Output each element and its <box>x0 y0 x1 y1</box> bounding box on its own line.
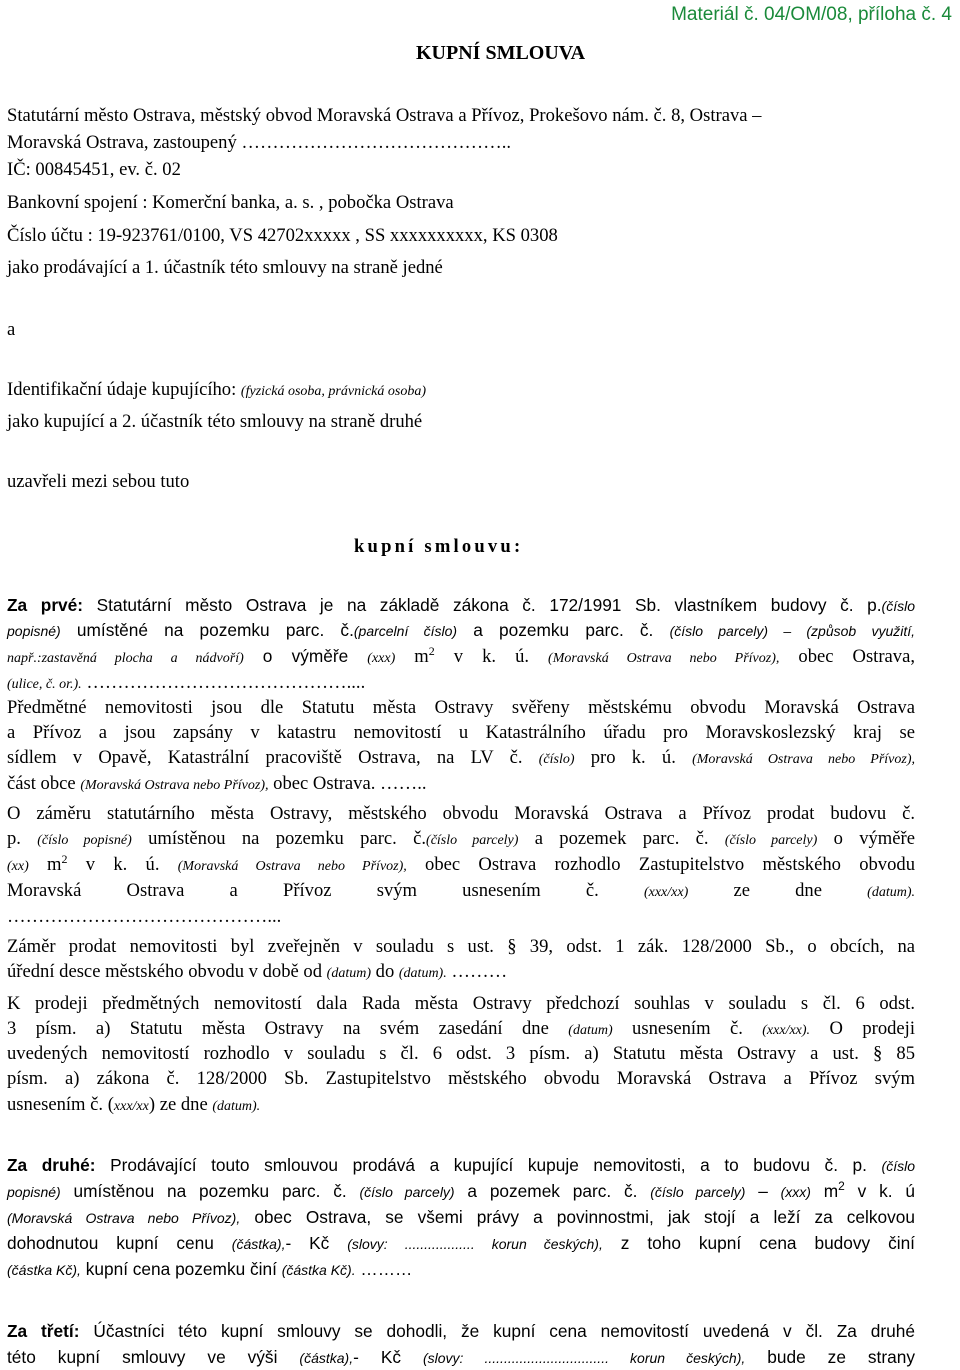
hint-cadastre: (Moravská Ostrava nebo Přívoz), <box>692 752 916 767</box>
hint-resolution: xxx/xx <box>113 1099 149 1114</box>
hint-popisne: (číslo popisné) <box>37 833 132 848</box>
p1-line-1: Předmětné nemovitosti jsou dle Statutu města Ostravy svěřeny městskému obvodu Moravská Ostrava <box>7 697 915 718</box>
p4-line-1: K prodeji předmětných nemovitostí dala Rada města Ostravy předchozí souhlas v souladu s čl. 6 odst. <box>7 993 915 1014</box>
hint-area: (xxx) <box>367 651 396 666</box>
hint-amount: (částka Kč). <box>281 1262 356 1278</box>
p3-line-2 <box>7 963 507 982</box>
second-text-b: umístěnou na pozemku parc. č. <box>73 1181 347 1201</box>
p4-text: 3 písm. a) Statutu města Ostravy na svém zasedání dne <box>7 1018 549 1039</box>
p4-text-c: O prodeji <box>829 1018 915 1039</box>
second-label: Za druhé: <box>7 1155 96 1175</box>
currency: - Kč <box>285 1233 330 1253</box>
buyer-ident-hint: (fyzická osoba, právnická osoba) <box>240 384 426 399</box>
hint-lv: (číslo) <box>538 752 575 767</box>
second-text-f: z toho kupní cena budovy činí <box>620 1233 915 1253</box>
conjunction-and: a <box>7 319 16 340</box>
p2-line-1: O záměru statutárního města Ostravy, městského obvodu Moravská Ostrava a Přívoz prodat budovu č. <box>7 803 915 824</box>
document-title: KUPNÍ SMLOUVA <box>416 42 586 64</box>
hint-cadastre: (Moravská Ostrava nebo Přívoz), <box>80 778 269 793</box>
hint-date: (datum) <box>326 966 371 981</box>
third-row-1 <box>7 1323 915 1340</box>
p2-line-2 <box>7 830 915 849</box>
hint-words: (slovy: ................................ korun českých), <box>422 1350 746 1366</box>
hint-parcelni-cislo: (parcelní číslo) <box>353 623 458 639</box>
hint-resolution: (xxx/xx) <box>643 885 689 900</box>
p2-line-3 <box>7 852 915 875</box>
dots: ……… <box>451 961 508 982</box>
hint-amount: (částka), <box>299 1350 354 1366</box>
dots: ……… <box>360 1259 413 1279</box>
second-text-c: a pozemek parc. č. <box>467 1181 638 1201</box>
first-row-2-text: umístěné na pozemku parc. č. <box>76 620 354 640</box>
area-label: o výměře <box>262 646 349 666</box>
first-row-1 <box>7 597 915 614</box>
hint-date: (datum). <box>867 885 915 900</box>
hint-cadastre: (Moravská Ostrava nebo Přívoz), <box>177 859 407 874</box>
p3-text: úřední desce městského obvodu v době od <box>7 961 322 982</box>
hint-cadastre: (Moravská Ostrava nebo Přívoz), <box>548 651 780 666</box>
hint-cislo-parcely: (číslo parcely) <box>724 833 818 848</box>
unit-m: m <box>823 1181 839 1201</box>
hint-cislo-parcely: (číslo parcely) <box>359 1184 455 1200</box>
first-row-2-text-b: a pozemku parc. č. <box>473 620 654 640</box>
unit-exp: 2 <box>61 852 68 866</box>
municipality: obec Ostrava, <box>798 646 915 667</box>
p1-line-3 <box>7 749 915 768</box>
second-row-2 <box>7 1179 915 1201</box>
p2-text-b: umístěnou na pozemku parc. č. <box>148 828 427 849</box>
p1-line-4 <box>7 775 427 794</box>
p4-line-5 <box>7 1096 260 1115</box>
p1-line-3-text: sídlem v Opavě, Katastrální pracoviště Ostrava, na LV č. <box>7 747 523 768</box>
buyer-ident-label: Identifikační údaje kupujícího: <box>7 379 237 400</box>
currency: - Kč <box>353 1347 401 1367</box>
first-label: Za prvé: <box>7 595 84 615</box>
third-row-2 <box>7 1349 915 1366</box>
second-row-3 <box>7 1209 915 1226</box>
second-text: Prodávající touto smlouvou prodává a kupující kupuje nemovitosti, a to budovu č. p. <box>110 1155 867 1175</box>
first-row-1-text: Statutární město Ostrava je na základě zákona č. 172/1991 Sb. vlastníkem budovy č. p. <box>96 595 882 615</box>
second-row-5 <box>7 1261 412 1278</box>
p1-line-4-text: část obce <box>7 773 76 794</box>
p2-line-5: ……………………………………... <box>7 906 282 927</box>
p4-text-e: ) ze dne <box>148 1094 208 1115</box>
cadastral-label: v k. ú. <box>453 646 530 667</box>
first-row-2 <box>7 622 915 639</box>
third-text-b: této kupní smlouvy ve výši <box>7 1347 278 1367</box>
hint-cislo-parcely: (číslo parcely) <box>426 833 519 848</box>
p4-line-4: písm. a) zákona č. 128/2000 Sb. Zastupitelstvo městského obvodu Moravská Ostrava a Přívoz svým <box>7 1068 915 1089</box>
third-text: Účastníci této kupní smlouvy se dohodli, že kupní cena nemovitostí uvedená v čl. Za druhé <box>93 1321 915 1341</box>
p1-line-3-text-b: pro k. ú. <box>590 747 676 768</box>
concluded-text: uzavřeli mezi sebou tuto <box>7 471 190 492</box>
p2-text-d: o výměře <box>833 828 915 849</box>
second-text-g: kupní cena pozemku činí <box>85 1259 277 1279</box>
contract-heading: kupní smlouvu: <box>354 536 524 557</box>
seller-ico: IČ: 00845451, ev. č. 02 <box>7 159 181 180</box>
hint-cislo-parcely: (číslo parcely) <box>650 1184 746 1200</box>
hint-resolution: (xxx/xx). <box>762 1023 811 1038</box>
p4-text-d: usnesením č. ( <box>7 1094 114 1115</box>
hint-popisne: popisné) <box>7 623 61 639</box>
p4-text-b: usnesením č. <box>632 1018 743 1039</box>
hint-area: (xx) <box>7 859 29 874</box>
hint-cislo: (číslo <box>881 1158 915 1174</box>
hint-popisne: popisné) <box>7 1184 61 1200</box>
hint-street: (ulice, č. or.). <box>7 677 82 692</box>
third-label: Za třetí: <box>7 1321 80 1341</box>
unit-exp: 2 <box>428 644 435 658</box>
first-row-4 <box>7 674 365 693</box>
hint-cadastre: (Moravská Ostrava nebo Přívoz), <box>7 1210 241 1226</box>
hint-amount: (částka), <box>231 1236 286 1252</box>
p4-line-3: uvedených nemovitostí rozhodlo v souladu s čl. 6 odst. 3 písm. a) Statutu města Ostravy a ust. § 85 <box>7 1043 915 1064</box>
buyer-ident <box>7 381 426 400</box>
p3-line-1: Záměr prodat nemovitosti byl zveřejněn v souladu s ust. § 39, odst. 1 zák. 128/2000 Sb., o obcích, na <box>7 936 915 957</box>
material-reference: Materiál č. 04/OM/08, příloha č. 4 <box>671 4 952 25</box>
p1-line-4-text-b: obec Ostrava. …….. <box>273 773 427 794</box>
hint-date: (datum) <box>568 1023 613 1038</box>
cadastral-label: v k. ú. <box>85 854 160 875</box>
unit-m: m <box>47 854 62 875</box>
seller-line-2: Moravská Ostrava, zastoupený …………………………………….. <box>7 132 512 153</box>
p2-line-4 <box>7 882 915 901</box>
p2-text-c: a pozemek parc. č. <box>534 828 709 849</box>
buyer-role: jako kupující a 2. účastník této smlouvy na straně druhé <box>7 411 423 432</box>
seller-account: Číslo účtu : 19-923761/0100, VS 42702xxxxx , SS xxxxxxxxxx, KS 0308 <box>7 225 558 246</box>
hint-amount: (částka Kč), <box>7 1262 81 1278</box>
hint-example-use: např.:zastavěná plocha a nádvoří) <box>7 651 244 666</box>
hint-cislo-parcely: (číslo parcely) – (způsob využití, <box>669 623 916 639</box>
p2-text-e: obec Ostrava rozhodlo Zastupitelstvo městského obvodu <box>425 854 915 875</box>
hint-date: (datum). <box>398 966 447 981</box>
third-text-c: bude ze strany <box>767 1347 915 1367</box>
p1-line-2: a Přívoz a jsou zapsány v katastru nemovitostí u Katastrálního úřadu pro Moravskoslezský kraj se <box>7 722 915 743</box>
dots: …………………………………….... <box>86 672 366 693</box>
unit-m: m <box>414 646 429 667</box>
second-text-d: obec Ostrava, se všemi právy a povinnostmi, jak stojí a leží za celkovou <box>254 1207 915 1227</box>
p2-text-g: ze dne <box>733 880 822 901</box>
p4-line-2 <box>7 1020 915 1039</box>
p3-text-b: do <box>375 961 395 982</box>
cadastral-label: v k. ú <box>857 1181 915 1201</box>
unit-exp: 2 <box>838 1179 845 1193</box>
hint-words: (slovy: .................. korun českých), <box>347 1236 603 1252</box>
hint-date: (datum). <box>212 1099 261 1114</box>
seller-line-1: Statutární město Ostrava, městský obvod Moravská Ostrava a Přívoz, Prokešovo nám. č. 8, Ostrava – <box>7 105 762 126</box>
second-row-4 <box>7 1235 915 1252</box>
second-row-1 <box>7 1157 915 1174</box>
dash: – <box>758 1181 768 1201</box>
first-row-1-hint: (číslo <box>881 598 915 614</box>
seller-bank: Bankovní spojení : Komerční banka, a. s. , pobočka Ostrava <box>7 192 454 213</box>
p2-text-f: Moravská Ostrava a Přívoz svým usnesením č. <box>7 880 599 901</box>
second-text-e: dohodnutou kupní cenu <box>7 1233 214 1253</box>
seller-role: jako prodávající a 1. účastník této smlouvy na straně jedné <box>7 257 443 278</box>
first-row-3 <box>7 644 915 667</box>
hint-area: (xxx) <box>780 1184 811 1200</box>
p2-text: p. <box>7 828 21 849</box>
